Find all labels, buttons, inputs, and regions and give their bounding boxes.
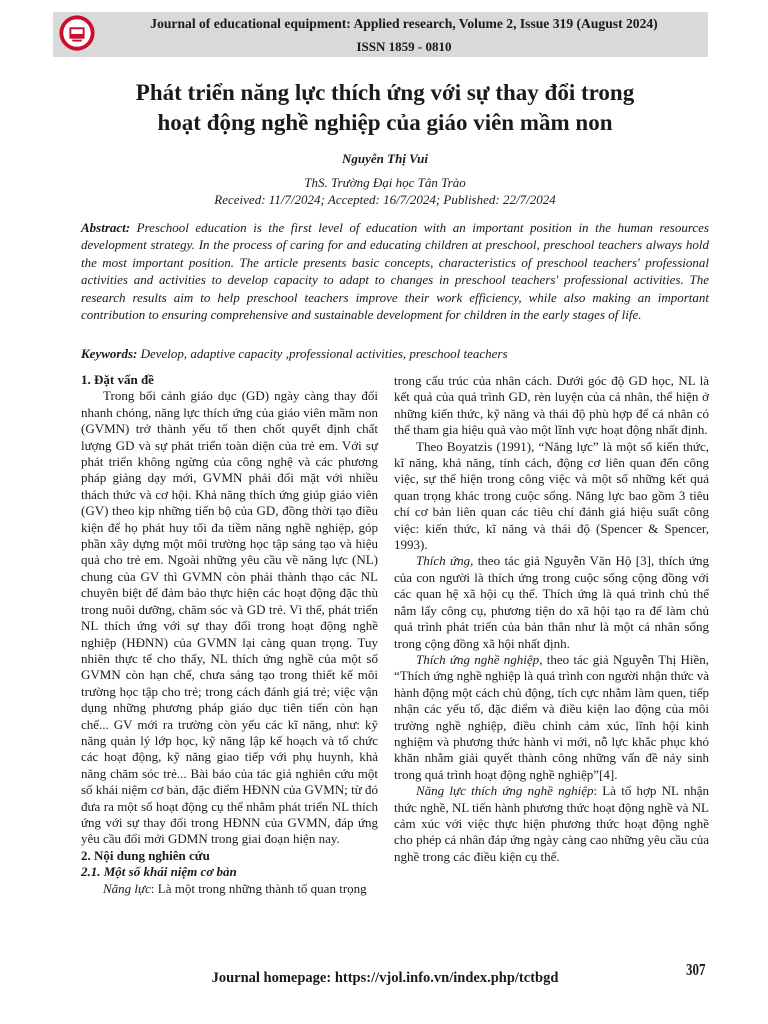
- article-title: [60, 78, 710, 138]
- author-name: Nguyễn Thị Vui: [342, 151, 428, 166]
- left-column: [81, 372, 378, 897]
- article-dates: Received: 11/7/2024; Accepted: 16/7/2024; Published: 22/7/2024: [214, 192, 556, 207]
- term-adaptation: Thích ứng: [416, 553, 471, 569]
- issn: ISSN 1859 - 0810: [356, 39, 452, 54]
- title-line-1: Phát triển năng lực thích ứng với sự thay đổi trong: [135, 80, 635, 105]
- adaptation-text: , theo tác giả Nguyễn Văn Hộ [3], thích ứng của con người là thích ứng trong cuộc sống cộng đồng với các quan hệ xã hội cụ thể. Thích ứng là quá trình chủ thể nắm lấy công cụ, phương tiện do xã hội tạo ra để làm chủ quá trình phát triển của bản thân như là một cá nhân sống trong cộng đồng xã hội nhất định.: [394, 553, 709, 651]
- keywords-text: Develop, adaptive capacity ,professional activities, preschool teachers: [137, 346, 508, 361]
- term-career-adaptation: Thích ứng nghề nghiệp: [416, 651, 540, 667]
- journal-citation: Journal of educational equipment: Applied research, Volume 2, Issue 319 (August 2024): [150, 16, 658, 31]
- term-capacity: Năng lực: [103, 880, 151, 896]
- section-heading-2: 2. Nội dung nghiên cứu: [81, 847, 210, 863]
- subsection-heading: 2.1. Một số khái niệm cơ bản: [81, 864, 237, 880]
- career-adaptive-capacity-text: : Là tổ hợp NL nhận thức nghề, NL tiến hành phương thức hoạt động nghề và NL cảm xúc với việc thực hiện phương thức hoạt động nghề cho phép cá nhân đáp ứng ngày càng cao những yêu cầu của nghề trong các điều kiện cụ thể.: [394, 783, 709, 864]
- right-column: [394, 373, 709, 865]
- abstract-text: Preschool education is the first level of education with an important position in the human resources development strategy. In the process of caring for and educating children at preschool, preschool teachers always hold the most important position. The article presents basic concepts, characteristics of preschool teachers' professional activities and activities to develop capacity to adapt to changes in preschool teachers' professional activities. The research results aim to help preschool teachers improve their work efficiency, while also making an important contribution to ensuring comprehensive and sustainable development for children in the early stages of life.: [81, 220, 709, 323]
- author-affiliation: ThS. Trường Đại học Tân Trào: [304, 175, 466, 190]
- paragraph-boyatzis: Theo Boyatzis (1991), “Năng lực” là một số kiến thức, kĩ năng, khả năng, tính cách, động cơ liên quan đến công việc, sự thể hiện trong công việc và một số những kết quả quan trọng khác trong cuộc sống. Năng lực bao gồm 3 tiêu chí cơ bản liên quan các tiêu chí đánh giá hiệu suất công việc: kiến thức, kĩ năng và thái độ (Spencer & Spencer, 1993).: [394, 438, 709, 553]
- keywords-label: Keywords:: [81, 346, 138, 361]
- section-heading-1: 1. Đặt vấn đề: [81, 372, 154, 387]
- abstract: [81, 219, 709, 323]
- paragraph-intro: Trong bối cảnh giáo dục (GD) ngày càng thay đổi nhanh chóng, năng lực thích ứng của giáo viên mầm non (GVMN) trở thành yếu tố then chốt quyết định chất lượng GD và sự phát triển toàn diện của trẻ em. Với sự phát triển không ngừng của công nghệ và các phương pháp giảng dạy mới, GVMN phải đối mặt với nhiều thách thức và cơ hội. Khả năng thích ứng giúp giáo viên (GV) theo kịp những tiến bộ của GD, đồng thời tạo điều kiện để họ phát huy tối đa tiềm năng nghề nghiệp, góp phần xây dựng một môi trường học tập sáng tạo và hiệu quả cho trẻ em. Ngoài những yêu cầu về năng lực (NL) chung của GV thì GVMN còn phải thành thạo các NL chuyên biệt để đảm bảo thực hiện các hoạt động đặc thù trong nuôi dưỡng, chăm sóc và GD trẻ. Vì thế, phát triển NL thích ứng với sự thay đổi trong hoạt động nghề nghiệp (HĐNN) của GVMN lại càng quan trọng. Tuy nhiên thực tế cho thấy, NL thích ứng nghề của một số GVMN còn hạn chế, chưa sáng tạo trong thiết kế môi trường học tập cho trẻ; trong cách đánh giá trẻ; việc vận dụng những phương pháp giáo dục tiên tiến còn hạn chế... GV mới ra trường còn yếu các kĩ năng, như: kỹ năng quản lý lớp học, kỹ năng lập kế hoạch và tổ chức các hoạt động, kỹ năng giao tiếp với phụ huynh, khả năng chăm sóc trẻ... Bài báo của tác giả nghiên cứu một số khái niệm cơ bản, đặc điểm HĐNN của GVMN; từ đó đưa ra một số hoạt động cụ thể nhằm phát triển NL thích ứng với sự thay đổi trong HĐNN của GVMN, đáp ứng yêu cầu đổi mới GDMN trong giai đoạn hiện nay.: [81, 388, 378, 847]
- paragraph-career-adaptive-capacity: [394, 783, 709, 865]
- journal-homepage-link[interactable]: Journal homepage: https://vjol.info.vn/index.php/tctbgd: [211, 970, 559, 986]
- title-line-2: hoạt động nghề nghiệp của giáo viên mầm non: [157, 110, 613, 135]
- keywords: [81, 345, 709, 362]
- term-career-adaptive-capacity: Năng lực thích ứng nghề nghiệp: [416, 783, 594, 799]
- career-adaptation-text: , theo tác giả Nguyễn Thị Hiền, “Thích ứng nghề nghiệp là quá trình con người nhận thức và hành động một cách chủ động, tích cực nhằm làm quen, tiếp nhận các yếu tố, đặc điểm và điều kiện lao động của môi trường nghề nghiệp, điều chỉnh cảm xúc, lĩnh hội kinh nghiệm và phương thức hành vi mới, nỗ lực khắc phục khó khăn nhằm giải quyết thành công những vấn đề nảy sinh trong quá trình hoạt động nghề nghiệp”[4].: [394, 651, 710, 782]
- paragraph-capacity-cont: trong cấu trúc của nhân cách. Dưới góc độ GD học, NL là kết quả của quá trình GD, rèn luyện của cá nhân, thể hiện ở những kiến thức, kỹ năng và thái độ phù hợp để cá nhân có thể tham gia hiệu quả vào một lĩnh vực hoạt động nhất định.: [394, 373, 709, 438]
- page-number: 307: [686, 959, 706, 980]
- paragraph-capacity-def: [81, 881, 378, 897]
- abstract-label: Abstract:: [81, 220, 131, 235]
- paragraph-career-adaptation: [394, 652, 709, 783]
- capacity-def-text: : Là một trong những thành tố quan trọng: [150, 880, 367, 896]
- paragraph-adaptation: [394, 553, 709, 651]
- journal-logo-icon: [58, 14, 96, 52]
